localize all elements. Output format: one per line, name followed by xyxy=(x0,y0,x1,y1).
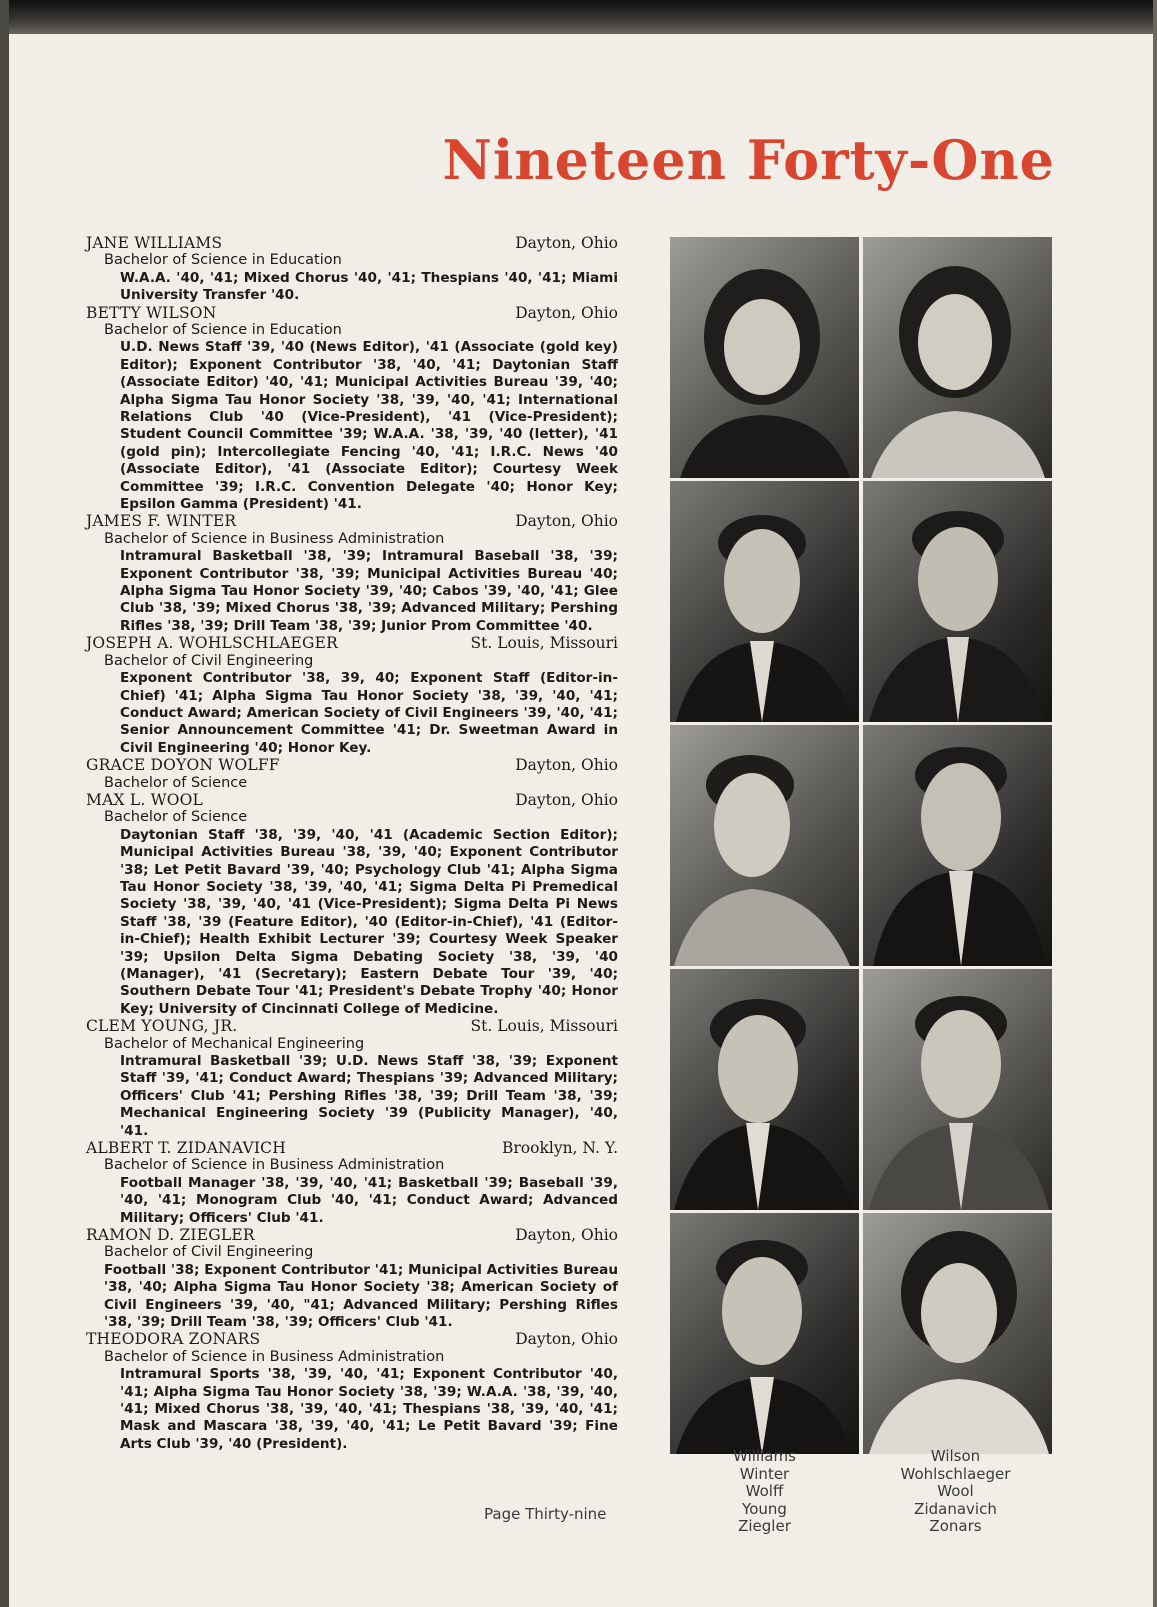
bio-entry xyxy=(86,635,618,757)
portrait-photo xyxy=(863,1213,1052,1454)
page-number: Page Thirty-nine xyxy=(484,1505,607,1523)
degree: Bachelor of Civil Engineering xyxy=(104,1244,314,1261)
student-name: JANE WILLIAMS xyxy=(86,234,223,252)
caption-name: Ziegler xyxy=(738,1517,791,1535)
hometown: Brooklyn, N. Y. xyxy=(502,1139,618,1158)
activities: Football Manager '38, '39, '40, '41; Basketball '39; Baseball '39, '40, '41; Monogram Club '40, '41; Conduct Award; Advanced Military; Officers' Club '41. xyxy=(120,1174,618,1226)
student-name: MAX L. WOOL xyxy=(86,790,204,809)
student-name: RAMON D. ZIEGLER xyxy=(86,1226,255,1245)
bio-entry xyxy=(86,513,618,635)
degree: Bachelor of Science xyxy=(104,774,248,791)
portrait-photo xyxy=(863,725,1052,966)
caption-name: Wolff xyxy=(745,1482,784,1500)
caption-name: Zidanavich xyxy=(914,1499,997,1518)
hometown: Dayton, Ohio xyxy=(515,234,618,252)
degree: Bachelor of Science in Business Administration xyxy=(104,1157,445,1174)
portrait-photo xyxy=(670,237,859,478)
degree: Bachelor of Mechanical Engineering xyxy=(104,1035,365,1052)
page-title: Nineteen Forty-One xyxy=(442,128,1055,192)
student-name: THEODORA ZONARS xyxy=(86,1330,261,1349)
student-name: JOSEPH A. WOHLSCHLAEGER xyxy=(86,634,338,653)
bio-entry xyxy=(86,235,618,305)
bio-entry xyxy=(86,1331,618,1453)
portrait-photo xyxy=(670,481,859,722)
caption-name: Wilson xyxy=(930,1447,981,1465)
caption-column-right xyxy=(859,1448,1052,1536)
activities: Intramural Sports '38, '39, '40, '41; Exponent Contributor '40, '41; Alpha Sigma Tau Honor Society '38, '39; W.A.A. '38, '39, '40, '41; Mixed Chorus '38, '39, '40, '41; Thespians '38, '39, '40, '41; Mask and Mascara '38, '39, '40, '41; Le Petit Bavard '39; Fine Arts Club '39, '40 (President). xyxy=(120,1366,618,1452)
activities: Exponent Contributor '38, 39, 40; Exponent Staff (Editor-in-Chief) '41; Alpha Sigma Tau Honor Society '38, '39, '40, '41; Conduct Award; American Society of Civil Engineers '39, '40, '41; Senior Announcement Committee '41; Dr. Sweetman Award in Civil Engineering '40; Honor Key. xyxy=(120,670,618,756)
portrait-photo xyxy=(863,237,1052,478)
activities: U.D. News Staff '39, '40 (News Editor), '41 (Associate (gold key) Editor); Exponent Contributor '38, '40, '41; Daytonian Staff (Associate Editor) '40, '41; Municipal Activities Bureau '39, '40; Alpha Sigma Tau Honor Society '38, '39, '40, '41; International Relations Club '40 (Vice-President), '41 (Vice-President); Student Council Committee '39; W.A.A. '38, '39, '40 (letter), '41 (gold pin); Intercollegiate Fencing '40, '41; I.R.C. News '40 (Associate Editor), '41 (Associate Editor); Courtesy Week Committee '39; I.R.C. Convention Delegate '40; Honor Key; Epsilon Gamma (President) '41. xyxy=(120,339,618,513)
bio-entry xyxy=(86,305,618,514)
caption-name: Winter xyxy=(739,1464,790,1483)
student-name: ALBERT T. ZIDANAVICH xyxy=(86,1139,286,1158)
page-left-edge xyxy=(0,0,9,1607)
hometown: Dayton, Ohio xyxy=(515,756,618,775)
caption-name: Williams xyxy=(733,1447,796,1465)
bio-entry xyxy=(86,1140,618,1227)
page-right-edge xyxy=(1153,0,1157,1607)
bio-entry xyxy=(86,1227,618,1331)
photo-captions xyxy=(670,1448,1052,1536)
student-name: BETTY WILSON xyxy=(86,303,217,322)
degree: Bachelor of Science in Education xyxy=(104,322,342,338)
degree: Bachelor of Science in Business Administration xyxy=(104,1348,445,1365)
hometown: St. Louis, Missouri xyxy=(470,634,618,653)
degree: Bachelor of Science xyxy=(104,809,248,826)
senior-bios xyxy=(86,235,618,1453)
hometown: St. Louis, Missouri xyxy=(470,1017,618,1036)
activities: Intramural Basketball '38, '39; Intramural Baseball '38, '39; Exponent Contributor '38, '39; Municipal Activities Bureau '40; Alpha Sigma Tau Honor Society '39, '40; Cabos '39, '40, '41; Glee Club '38, '39; Mixed Chorus '38, '39; Advanced Military; Pershing Rifles '38, '39; Drill Team '38, '39; Junior Prom Committee '40. xyxy=(120,548,618,634)
caption-name: Wool xyxy=(937,1482,974,1500)
degree: Bachelor of Science in Education xyxy=(104,252,342,269)
caption-name: Young xyxy=(742,1499,787,1518)
bio-entry xyxy=(86,757,618,792)
portrait-photo xyxy=(670,1213,859,1454)
hometown: Dayton, Ohio xyxy=(515,790,618,809)
student-name: CLEM YOUNG, JR. xyxy=(86,1017,238,1036)
student-name: GRACE DOYON WOLFF xyxy=(86,756,280,775)
portrait-photo xyxy=(863,481,1052,722)
portrait-photo xyxy=(670,725,859,966)
activities: Intramural Basketball '39; U.D. News Staff '38, '39; Exponent Staff '39, '41; Conduct Award; Thespians '39; Advanced Military; Officers' Club '41; Pershing Rifles '38, '39; Drill Team '38, '39; Mechanical Engineering Society '39 (Publicity Manager), '40, '41. xyxy=(120,1052,618,1139)
degree: Bachelor of Science in Business Administration xyxy=(104,530,445,547)
portrait-photo xyxy=(863,969,1052,1210)
page-top-edge xyxy=(0,0,1157,34)
degree: Bachelor of Civil Engineering xyxy=(104,652,314,669)
hometown: Dayton, Ohio xyxy=(515,303,618,322)
activities: W.A.A. '40, '41; Mixed Chorus '40, '41; Thespians '40, '41; Miami University Transfer '40. xyxy=(120,269,618,304)
hometown: Dayton, Ohio xyxy=(515,1226,618,1245)
bio-entry xyxy=(86,792,618,1018)
bio-entry xyxy=(86,1018,618,1140)
portrait-grid xyxy=(670,237,1052,1454)
activities: Football '38; Exponent Contributor '41; Municipal Activities Bureau '38, '40; Alpha Sigma Tau Honor Society '38; American Society of Civil Engineers '39, '40, "41; Advanced Military; Pershing Rifles '38, '39; Drill Team '38, '39; Officers' Club '41. xyxy=(104,1261,618,1331)
hometown: Dayton, Ohio xyxy=(515,512,618,531)
activities: Daytonian Staff '38, '39, '40, '41 (Academic Section Editor); Municipal Activities Bureau '38, '39, '40; Exponent Contributor '38; Let Petit Bavard '39, '40; Psychology Club '41; Alpha Sigma Tau Honor Society '38, '39, '40, '41; Sigma Delta Pi Premedical Society '38, '39, '40, '41 (Vice-President); Sigma Delta Pi News Staff '38, '39 (Feature Editor), '40 (Editor-in-Chief), '41 (Editor-in-Chief); Health Exhibit Lecturer '39; Courtesy Week Speaker '39; Upsilon Delta Sigma Debating Society '38, '39, '40 (Manager), '41 (Secretary); Eastern Debate Tour '39, '40; Southern Debate Tour '41; President's Debate Trophy '40; Honor Key; University of Cincinnati College of Medicine. xyxy=(120,826,618,1017)
caption-name: Wohlschlaeger xyxy=(900,1464,1011,1483)
caption-column-left xyxy=(670,1448,859,1536)
hometown: Dayton, Ohio xyxy=(515,1330,618,1349)
student-name: JAMES F. WINTER xyxy=(86,512,237,531)
caption-name: Zonars xyxy=(929,1517,982,1535)
portrait-photo xyxy=(670,969,859,1210)
